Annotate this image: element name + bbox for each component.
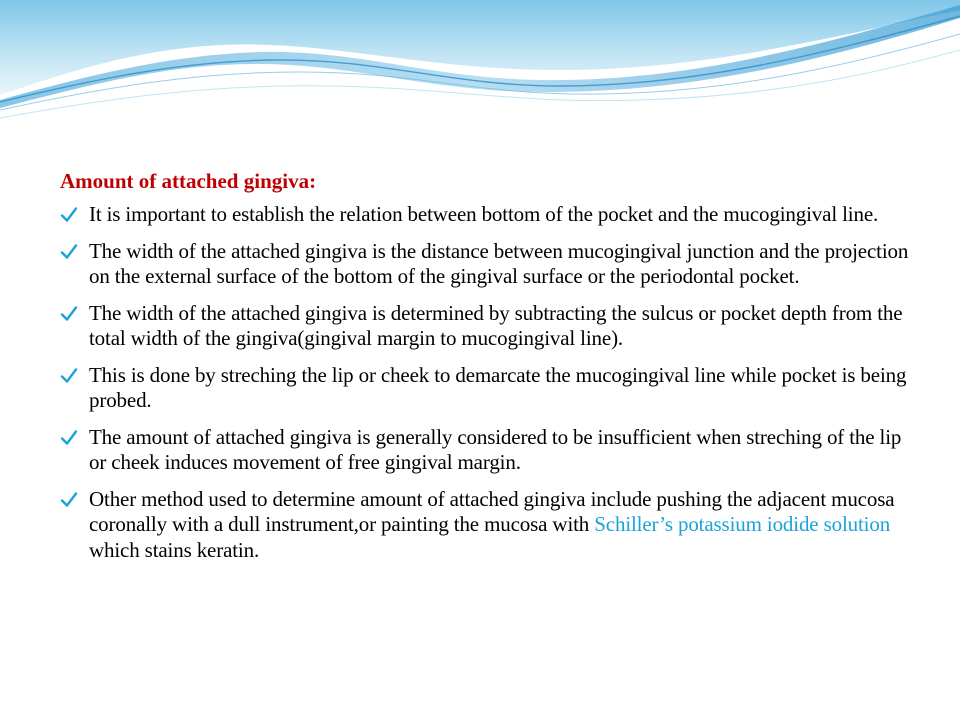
bullet-item (60, 363, 920, 414)
bullet-text: The width of the attached gingiva is determined by subtracting the sulcus or pocket depth from the total width of the gingiva(gingival margin to mucogingival line). (89, 300, 903, 350)
bullet-item (60, 301, 920, 352)
bullet-text: The width of the attached gingiva is the distance between mucogingival junction and the projection on the external surface of the bottom of the gingival surface or the periodontal pocket. (89, 238, 909, 288)
wave-banner (0, 0, 960, 130)
bullet-text: which stains keratin. (89, 537, 260, 562)
checkmark-icon (60, 429, 78, 447)
bullet-text: It is important to establish the relation between bottom of the pocket and the mucogingival line. (89, 202, 879, 226)
bullet-text: This is done by streching the lip or cheek to demarcate the mucogingival line while pocket is being probed. (89, 362, 907, 412)
checkmark-icon (60, 491, 78, 509)
checkmark-icon (60, 206, 78, 224)
slide-heading: Amount of attached gingiva: (60, 169, 317, 193)
checkmark-icon (60, 367, 78, 385)
bullet-item (60, 239, 920, 290)
checkmark-icon (60, 243, 78, 261)
slide-content (60, 168, 920, 574)
bullet-item (60, 202, 920, 228)
bullet-text: The amount of attached gingiva is generally considered to be insufficient when streching of the lip or cheek induces movement of free gingival margin. (89, 424, 902, 474)
highlighted-term: Schiller’s potassium iodide solution (594, 512, 891, 536)
bullet-item (60, 487, 920, 564)
bullet-text: Other method used to determine amount of attached gingiva include pushing the adjacent mucosa coronally with a dull instrument,or painting the mucosa with (89, 486, 895, 536)
bullet-list (60, 202, 920, 563)
checkmark-icon (60, 305, 78, 323)
bullet-item (60, 425, 920, 476)
